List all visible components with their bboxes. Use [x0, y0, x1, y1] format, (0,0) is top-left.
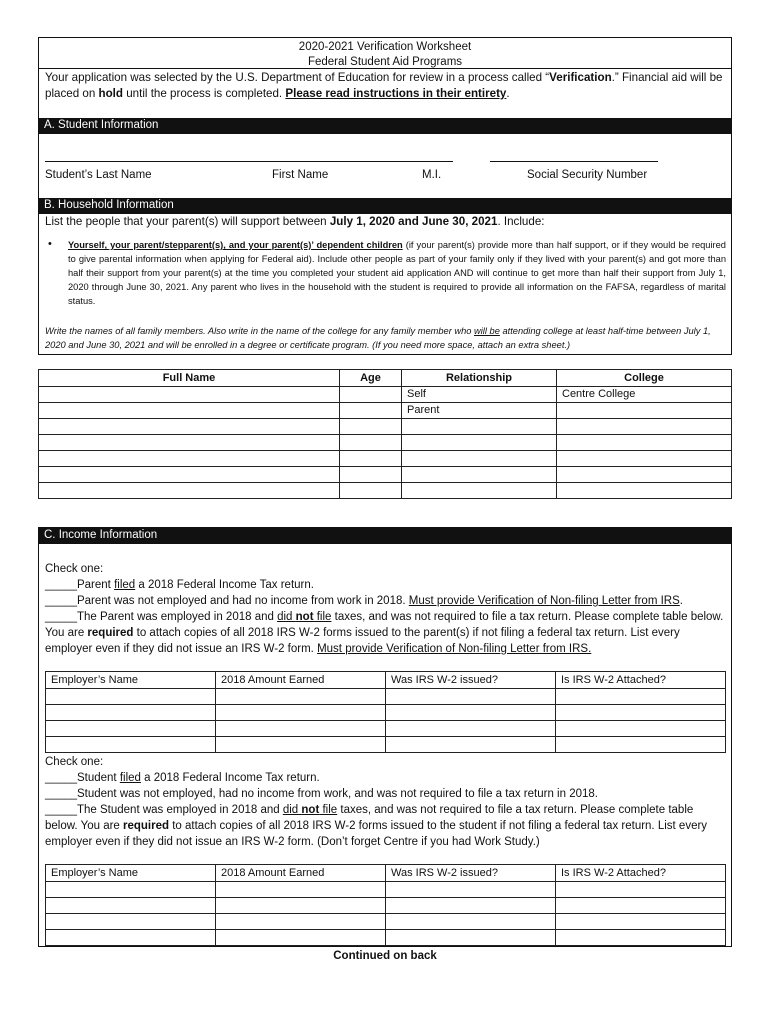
employer-cell[interactable]	[46, 914, 216, 930]
parent-employer-table	[45, 671, 726, 753]
age-cell[interactable]	[340, 419, 402, 435]
ssn-line[interactable]	[490, 161, 658, 162]
table-row[interactable]	[39, 387, 732, 403]
parent-option-filed[interactable]: _____Parent filed a 2018 Federal Income Tax return.	[45, 579, 314, 591]
employer-cell[interactable]	[46, 737, 216, 753]
col-relationship: Relationship	[402, 370, 557, 387]
w2-attached-cell[interactable]	[556, 721, 726, 737]
student-check-one: Check one:	[45, 756, 104, 768]
relationship-cell[interactable]	[402, 435, 557, 451]
table-row[interactable]	[39, 483, 732, 499]
student-option-filed[interactable]: _____Student filed a 2018 Federal Income Tax return.	[45, 772, 320, 784]
col-age: Age	[340, 370, 402, 387]
student-option-employed-not-filed[interactable]: _____The Student was employed in 2018 and did not file taxes, and was not required to file a tax return. Please complete table below. You are required to attach copies of all 2018 IRS W-2 forms issued to the student if not filing a federal tax return. List every employer even if they did not issue an IRS W-2 form. (Don’t forget Centre if you had Work Study.)	[45, 804, 708, 848]
ssn-label: Social Security Number	[527, 169, 648, 181]
name-cell[interactable]	[39, 467, 340, 483]
college-cell[interactable]	[557, 419, 732, 435]
household-table	[38, 369, 732, 499]
age-cell[interactable]	[340, 451, 402, 467]
amount-cell[interactable]	[216, 689, 386, 705]
college-cell[interactable]	[557, 403, 732, 419]
w2-attached-cell[interactable]	[556, 898, 726, 914]
col-w2-attached: Is IRS W-2 Attached?	[556, 865, 726, 882]
w2-issued-cell[interactable]	[386, 882, 556, 898]
w2-issued-cell[interactable]	[386, 930, 556, 946]
college-cell[interactable]	[557, 435, 732, 451]
col-college: College	[557, 370, 732, 387]
w2-issued-cell[interactable]	[386, 898, 556, 914]
relationship-cell[interactable]	[402, 419, 557, 435]
student-option-not-employed[interactable]: _____Student was not employed, had no income from work, and was not required to file a tax return in 2018.	[45, 788, 598, 800]
header-divider	[38, 68, 731, 69]
college-cell[interactable]	[557, 451, 732, 467]
relationship-cell[interactable]: Parent	[402, 403, 557, 419]
parent-option-not-employed[interactable]: _____Parent was not employed and had no income from work in 2018. Must provide Verification of Non-filing Letter from IRS.	[45, 595, 683, 607]
col-amount-earned: 2018 Amount Earned	[216, 672, 386, 689]
amount-cell[interactable]	[216, 898, 386, 914]
parent-option-employed-not-filed[interactable]: _____The Parent was employed in 2018 and did not file taxes, and was not required to file a tax return. Please complete table below. You are required to attach copies of all 2018 IRS W-2 forms issued to the parent(s) if not filing a federal tax return. List every employer even if they did not issue an IRS W-2 form. Must provide Verification of Non-filing Letter from IRS.	[45, 611, 724, 655]
name-cell[interactable]	[39, 451, 340, 467]
amount-cell[interactable]	[216, 721, 386, 737]
name-cell[interactable]	[39, 403, 340, 419]
household-header-row	[39, 370, 732, 387]
employer-cell[interactable]	[46, 930, 216, 946]
mi-label: M.I.	[422, 169, 442, 181]
relationship-cell[interactable]: Self	[402, 387, 557, 403]
continued-on-back: Continued on back	[333, 950, 437, 962]
family-instructions: Write the names of all family members. Also write in the name of the college for any family member who will be attending college at least half-time between July 1, 2020 and June 30, 2021 and will be enrolled in a degree or certificate program. (If you need more space, attach an extra sheet.)	[45, 326, 711, 350]
w2-issued-cell[interactable]	[386, 689, 556, 705]
w2-issued-cell[interactable]	[386, 737, 556, 753]
first-name-label: First Name	[272, 169, 329, 181]
age-cell[interactable]	[340, 483, 402, 499]
amount-cell[interactable]	[216, 737, 386, 753]
table-row[interactable]	[46, 882, 726, 898]
table-row[interactable]	[46, 721, 726, 737]
name-cell[interactable]	[39, 483, 340, 499]
name-cell[interactable]	[39, 435, 340, 451]
col-w2-issued: Was IRS W-2 issued?	[386, 865, 556, 882]
employer-cell[interactable]	[46, 689, 216, 705]
name-cell[interactable]	[39, 387, 340, 403]
employer-cell[interactable]	[46, 721, 216, 737]
bullet-text: Yourself, your parent/stepparent(s), and your parent(s)’ dependent children (if your parent(s) provide more than half support, or if they would be required to give parental information when applying for Federal aid). Include other people as part of your family only if they lived with your parent(s) and got more than half their support from your parent(s) at the time you completed your student aid application AND will continue to get more than half their support from July 1, 2020 through June 30, 2021. Any parent who lives in the household with the student is required to provide all information on the FAFSA, regardless of marital status.	[68, 240, 726, 306]
relationship-cell[interactable]	[402, 467, 557, 483]
w2-attached-cell[interactable]	[556, 689, 726, 705]
section-c-header: C. Income Information	[38, 528, 732, 544]
intro-text: Your application was selected by the U.S. Department of Education for review in a process called “Verification.” Financial aid will be placed on hold until the process is completed. Please read instructions in their entirety.	[45, 71, 723, 100]
age-cell[interactable]	[340, 403, 402, 419]
age-cell[interactable]	[340, 435, 402, 451]
table-row[interactable]	[46, 737, 726, 753]
employer-cell[interactable]	[46, 882, 216, 898]
w2-attached-cell[interactable]	[556, 914, 726, 930]
amount-cell[interactable]	[216, 705, 386, 721]
table-row[interactable]	[46, 898, 726, 914]
table-row[interactable]	[39, 435, 732, 451]
col-employer-name: Employer’s Name	[46, 672, 216, 689]
age-cell[interactable]	[340, 387, 402, 403]
col-w2-attached: Is IRS W-2 Attached?	[556, 672, 726, 689]
age-cell[interactable]	[340, 467, 402, 483]
employer-cell[interactable]	[46, 898, 216, 914]
worksheet-subtitle: Federal Student Aid Programs	[307, 56, 463, 68]
college-cell[interactable]: Centre College	[557, 387, 732, 403]
college-cell[interactable]	[557, 483, 732, 499]
name-cell[interactable]	[39, 419, 340, 435]
table-row[interactable]	[46, 930, 726, 946]
col-amount-earned: 2018 Amount Earned	[216, 865, 386, 882]
last-name-label: Student’s Last Name	[45, 169, 152, 181]
amount-cell[interactable]	[216, 914, 386, 930]
worksheet-title: 2020-2021 Verification Worksheet	[298, 41, 472, 53]
w2-issued-cell[interactable]	[386, 914, 556, 930]
section-b-header: B. Household Information	[38, 198, 732, 214]
table-row[interactable]	[39, 403, 732, 419]
parent-employer-header-row	[46, 672, 726, 689]
w2-attached-cell[interactable]	[556, 737, 726, 753]
table-row[interactable]	[39, 451, 732, 467]
name-signature-line[interactable]	[45, 161, 453, 162]
table-row[interactable]	[39, 467, 732, 483]
table-row[interactable]	[46, 689, 726, 705]
amount-cell[interactable]	[216, 882, 386, 898]
household-instructions: List the people that your parent(s) will support between July 1, 2020 and June 30, 2021. Include:	[45, 215, 545, 228]
parent-check-one: Check one:	[45, 563, 104, 575]
student-employer-header-row	[46, 865, 726, 882]
col-full-name: Full Name	[39, 370, 340, 387]
section-a-header: A. Student Information	[38, 118, 732, 134]
relationship-cell[interactable]	[402, 483, 557, 499]
w2-attached-cell[interactable]	[556, 930, 726, 946]
bullet-icon: •	[48, 238, 52, 250]
table-row[interactable]	[46, 914, 726, 930]
w2-issued-cell[interactable]	[386, 721, 556, 737]
w2-attached-cell[interactable]	[556, 705, 726, 721]
employer-cell[interactable]	[46, 705, 216, 721]
col-w2-issued: Was IRS W-2 issued?	[386, 672, 556, 689]
college-cell[interactable]	[557, 467, 732, 483]
table-row[interactable]	[46, 705, 726, 721]
w2-attached-cell[interactable]	[556, 882, 726, 898]
relationship-cell[interactable]	[402, 451, 557, 467]
amount-cell[interactable]	[216, 930, 386, 946]
col-employer-name: Employer’s Name	[46, 865, 216, 882]
student-employer-table	[45, 864, 726, 946]
table-row[interactable]	[39, 419, 732, 435]
w2-issued-cell[interactable]	[386, 705, 556, 721]
